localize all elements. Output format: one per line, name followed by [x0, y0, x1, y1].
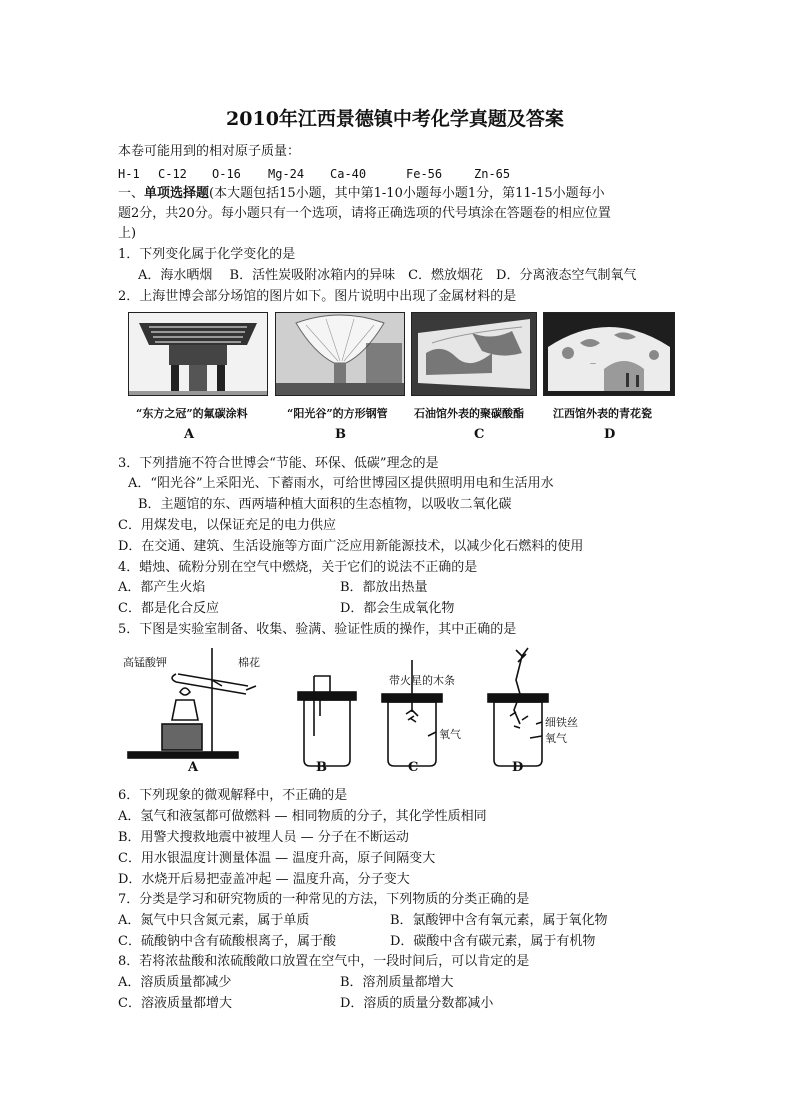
label-kmno4: 高锰酸钾 — [123, 656, 167, 669]
q7-option-a: A．氮气中只含氮元素，属于单质 — [118, 913, 310, 928]
photo-china-pavilion — [128, 312, 268, 396]
photo-jiangxi-pavilion — [543, 312, 675, 396]
q3-option-d: D．在交通、建筑、生活设施等方面广泛应用新能源技术，以减少化石燃料的使用 — [118, 539, 584, 554]
q7-option-d: D．碳酸中含有碳元素，属于有机物 — [390, 934, 596, 949]
intro-text: 本卷可能用到的相对原子质量： — [118, 144, 301, 159]
section1-line2: 题2分，共20分。每小题只有一个选项，请将正确选项的代号填涂在答题卷的相应位置 — [118, 206, 611, 221]
q6-option-d: D．水烧开后易把壶盖冲起 — 温度升高，分子变大 — [118, 872, 410, 887]
label-iron-wire: 细铁丝 — [545, 716, 578, 729]
q1-options: A．海水晒烟 B．活性炭吸附冰箱内的异味 C．燃放烟花 D．分离液态空气制氧气 — [138, 268, 637, 283]
q4-option-a: A．都产生火焰 — [118, 580, 206, 595]
caption-d: 江西馆外表的青花瓷 — [553, 407, 652, 420]
q3-option-a: A．“阳光谷”上采阳光、下蓄雨水，可给世博园区提供照明用电和生活用水 — [128, 476, 554, 491]
q5-stem: 5．下图是实验室制备、收集、验满、验证性质的操作，其中正确的是 — [118, 622, 517, 637]
q8-stem: 8．若将浓盐酸和浓硫酸敞口放置在空气中，一段时间后，可以肯定的是 — [118, 954, 530, 969]
q2-stem: 2．上海世博会部分场馆的图片如下。图片说明中出现了金属材料的是 — [118, 289, 517, 304]
q6-option-c: C．用水银温度计测量体温 — 温度升高，原子间隔变大 — [118, 851, 436, 866]
caption-c: 石油馆外表的聚碳酸酯 — [414, 407, 524, 420]
apparatus-label-c: C — [408, 760, 419, 775]
page-title: 2010年江西景德镇中考化学真题及答案 — [226, 108, 564, 130]
q6-option-b: B．用警犬搜救地震中被埋人员 — 分子在不断运动 — [118, 830, 409, 845]
q3-option-c: C．用煤发电，以保证充足的电力供应 — [118, 518, 336, 533]
caption-b: “阳光谷”的方形钢管 — [287, 407, 388, 420]
q8-option-d: D．溶质的质量分数都减小 — [340, 996, 494, 1011]
q6-option-a: A．氢气和液氢都可做燃料 — 相同物质的分子，其化学性质相同 — [118, 809, 487, 824]
section1-line1 — [118, 186, 605, 202]
atomic-mass: Fe-56 — [406, 167, 443, 181]
apparatus-label-d: D — [512, 760, 524, 775]
section-heading: 单项选择题 — [144, 186, 210, 201]
photo-oil-pavilion — [411, 312, 537, 396]
q1-stem: 1．下列变化属于化学变化的是 — [118, 247, 296, 262]
q8-option-b: B．溶剂质量都增大 — [340, 975, 454, 990]
atomic-mass: H-1 — [118, 167, 140, 181]
apparatus-label-a: A — [188, 760, 199, 775]
atomic-masses — [118, 166, 510, 182]
label-oxygen-c: 氧气 — [439, 728, 461, 741]
q8-option-a: A．溶质质量都减少 — [118, 975, 232, 990]
label-oxygen-d: 氧气 — [545, 732, 567, 745]
apparatus-label-b: B — [316, 760, 327, 775]
label-c: C — [474, 427, 485, 442]
q4-option-b: B．都放出热量 — [340, 580, 428, 595]
q8-option-c: C．溶液质量都增大 — [118, 996, 232, 1011]
section1-line3: 上) — [118, 226, 137, 241]
section-desc: (本大题包括15小题，其中第1-10小题每小题1分，第11-15小题每小 — [209, 186, 605, 201]
atomic-mass: Ca-40 — [330, 167, 367, 181]
q7-option-c: C．硫酸钠中含有硫酸根离子，属于酸 — [118, 934, 336, 949]
q4-option-c: C．都是化合反应 — [118, 601, 219, 616]
q4-stem: 4．蜡烛、硫粉分别在空气中燃烧，关于它们的说法不正确的是 — [118, 560, 478, 575]
q6-stem: 6．下列现象的微观解释中，不正确的是 — [118, 788, 348, 803]
q7-option-b: B．氯酸钾中含有氧元素，属于氧化物 — [390, 913, 608, 928]
label-d: D — [604, 427, 616, 442]
q7-stem: 7．分类是学习和研究物质的一种常见的方法，下列物质的分类正确的是 — [118, 892, 530, 907]
atomic-mass: C-12 — [158, 167, 187, 181]
atomic-mass: Zn-65 — [474, 167, 511, 181]
label-b: B — [335, 427, 346, 442]
q4-option-d: D．都会生成氧化物 — [340, 601, 455, 616]
atomic-mass: Mg-24 — [268, 167, 305, 181]
label-splint: 带火星的木条 — [389, 674, 455, 687]
section-number: 一、 — [118, 186, 145, 201]
svg-text:—: — — [590, 360, 596, 367]
atomic-mass: O-16 — [212, 167, 241, 181]
label-a: A — [184, 427, 195, 442]
photo-sun-valley — [275, 312, 405, 396]
q3-option-b: B．主题馆的东、西两墙种植大面积的生态植物，以吸收二氧化碳 — [138, 497, 512, 512]
caption-a: “东方之冠”的氟碳涂料 — [136, 407, 248, 420]
label-cotton: 棉花 — [238, 656, 260, 669]
q3-stem: 3．下列措施不符合世博会“节能、环保、低碳”理念的是 — [118, 456, 439, 471]
